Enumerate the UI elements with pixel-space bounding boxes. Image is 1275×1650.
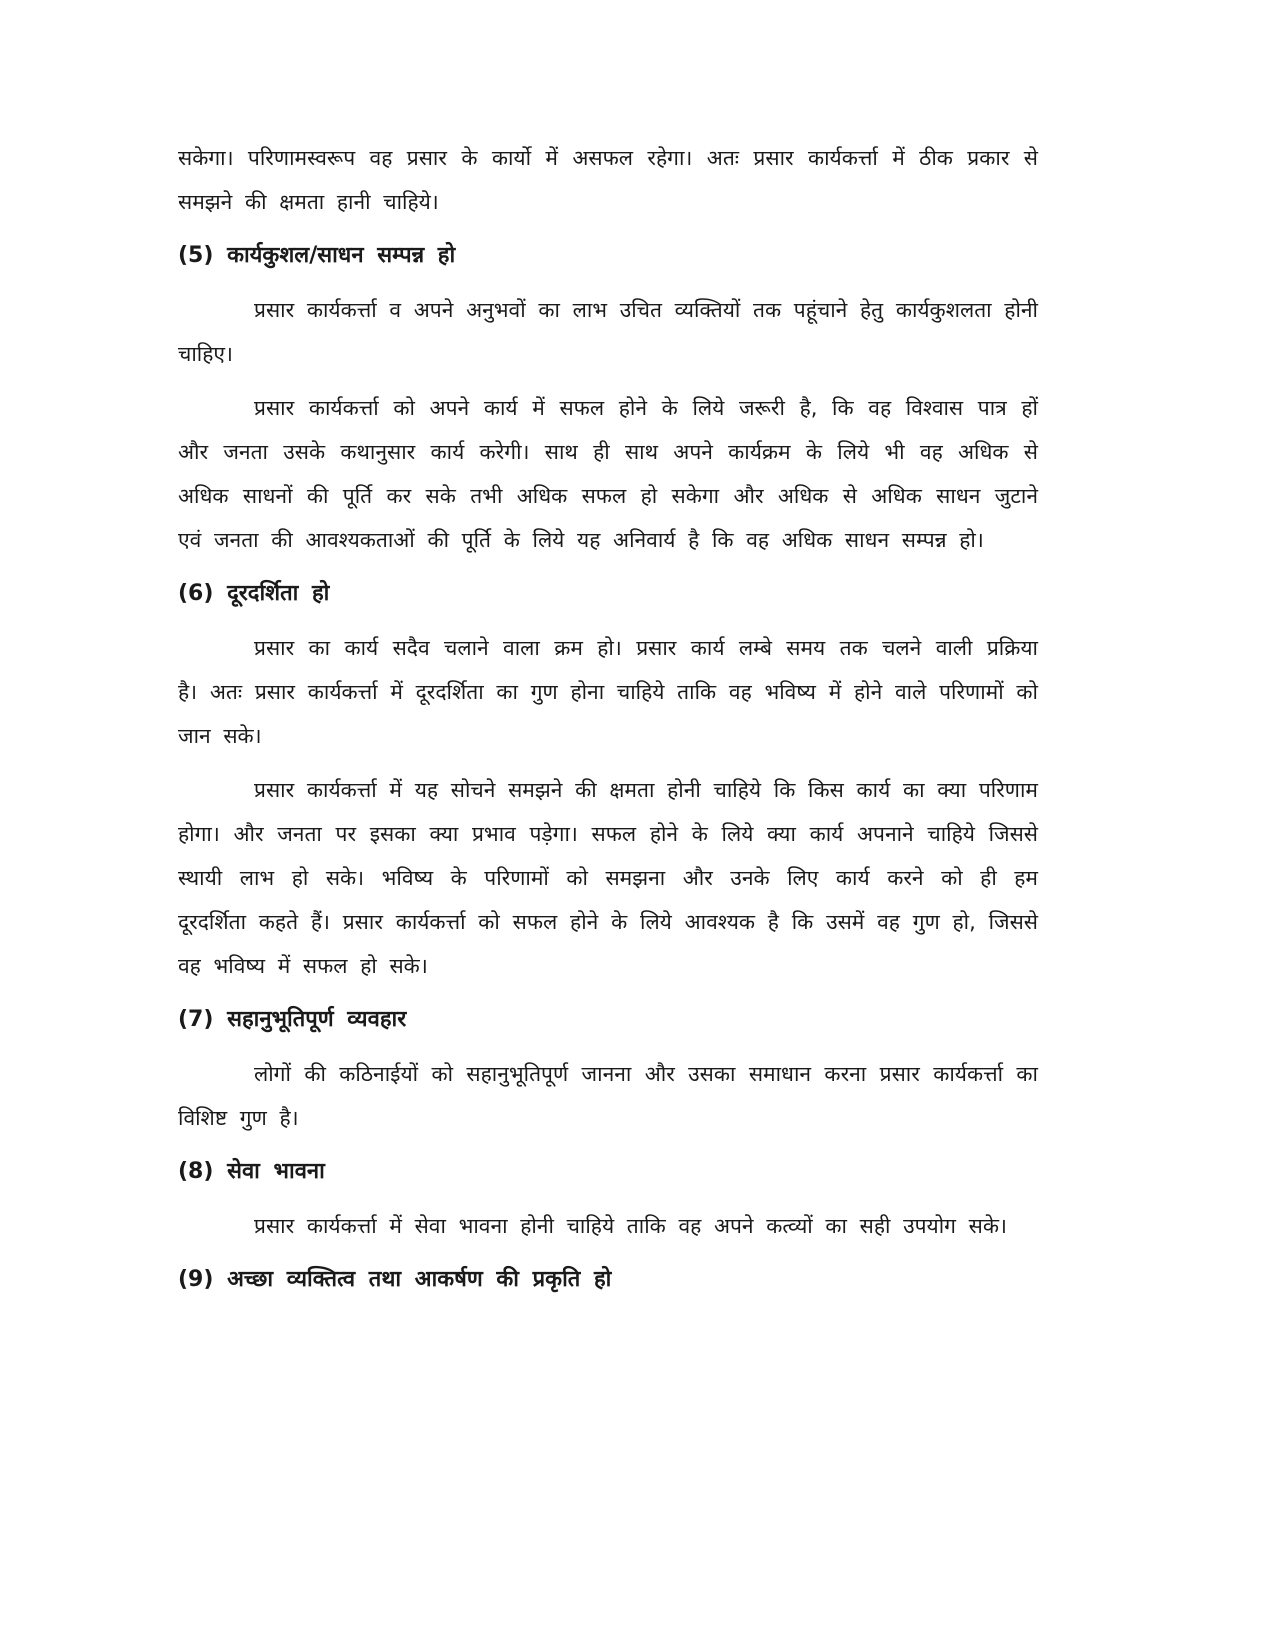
- section-heading-6: (6) दूरदर्शिता हो: [178, 581, 330, 606]
- paragraph: प्रसार कार्यकर्त्ता में सेवा भावना होनी चाहिये ताकि वह अपने कत्व्यों का सही उपयोग सके।: [254, 1214, 1007, 1238]
- section-heading-8: (8) सेवा भावना: [178, 1159, 325, 1184]
- paragraph: लोगों की कठिनाईयों को सहानुभूतिपूर्ण जानना और उसका समाधान करना प्रसार कार्यकर्त्ता का विशिष्ट गुण है।: [178, 1062, 1038, 1130]
- section-heading-5: (5) कार्यकुशल/साधन सम्पन्न हो: [178, 243, 456, 268]
- paragraph: प्रसार कार्यकर्त्ता व अपने अनुभवों का लाभ उचित व्यक्तियों तक पहूंचाने हेतु कार्यकुशलता होनी चाहिए।: [178, 298, 1038, 366]
- section-heading-9: (9) अच्छा व्यक्तित्व तथा आकर्षण की प्रकृति हो: [178, 1267, 612, 1292]
- document-page: [178, 136, 1038, 1312]
- paragraph: प्रसार कार्यकर्त्ता में यह सोचने समझने की क्षमता होनी चाहिये कि किस कार्य का क्या परिणाम होगा। और जनता पर इसका क्या प्रभाव पड़ेगा। सफल होने के लिये क्या कार्य अपनाने चाहिये जिससे स्थायी लाभ हो सके। भविष्य के परिणामों को समझना और उनके लिए कार्य करने को ही हम दूरदर्शिता कहते हैं। प्रसार कार्यकर्त्ता को सफल होने के लिये आवश्यक है कि उसमें वह गुण हो, जिससे वह भविष्य में सफल हो सके।: [178, 778, 1038, 978]
- paragraph: प्रसार का कार्य सदैव चलाने वाला क्रम हो। प्रसार कार्य लम्बे समय तक चलने वाली प्रक्रिया है। अतः प्रसार कार्यकर्त्ता में दूरदर्शिता का गुण होना चाहिये ताकि वह भविष्य में होने वाले परिणामों को जान सके।: [178, 636, 1038, 748]
- section-heading-7: (7) सहानुभूतिपूर्ण व्यवहार: [178, 1007, 407, 1032]
- paragraph-continuation: सकेगा। परिणामस्वरूप वह प्रसार के कार्यो में असफल रहेगा। अतः प्रसार कार्यकर्त्ता में ठीक प्रकार से समझने की क्षमता हानी चाहिये।: [178, 146, 1038, 214]
- paragraph: प्रसार कार्यकर्त्ता को अपने कार्य में सफल होने के लिये जरूरी है, कि वह विश्वास पात्र हों और जनता उसके कथानुसार कार्य करेगी। साथ ही साथ अपने कार्यक्रम के लिये भी वह अधिक से अधिक साधनों की पूर्ति कर सके तभी अधिक सफल हो सकेगा और अधिक से अधिक साधन जुटाने एवं जनता की आवश्यकताओं की पूर्ति के लिये यह अनिवार्य है कि वह अधिक साधन सम्पन्न हो।: [178, 396, 1038, 552]
